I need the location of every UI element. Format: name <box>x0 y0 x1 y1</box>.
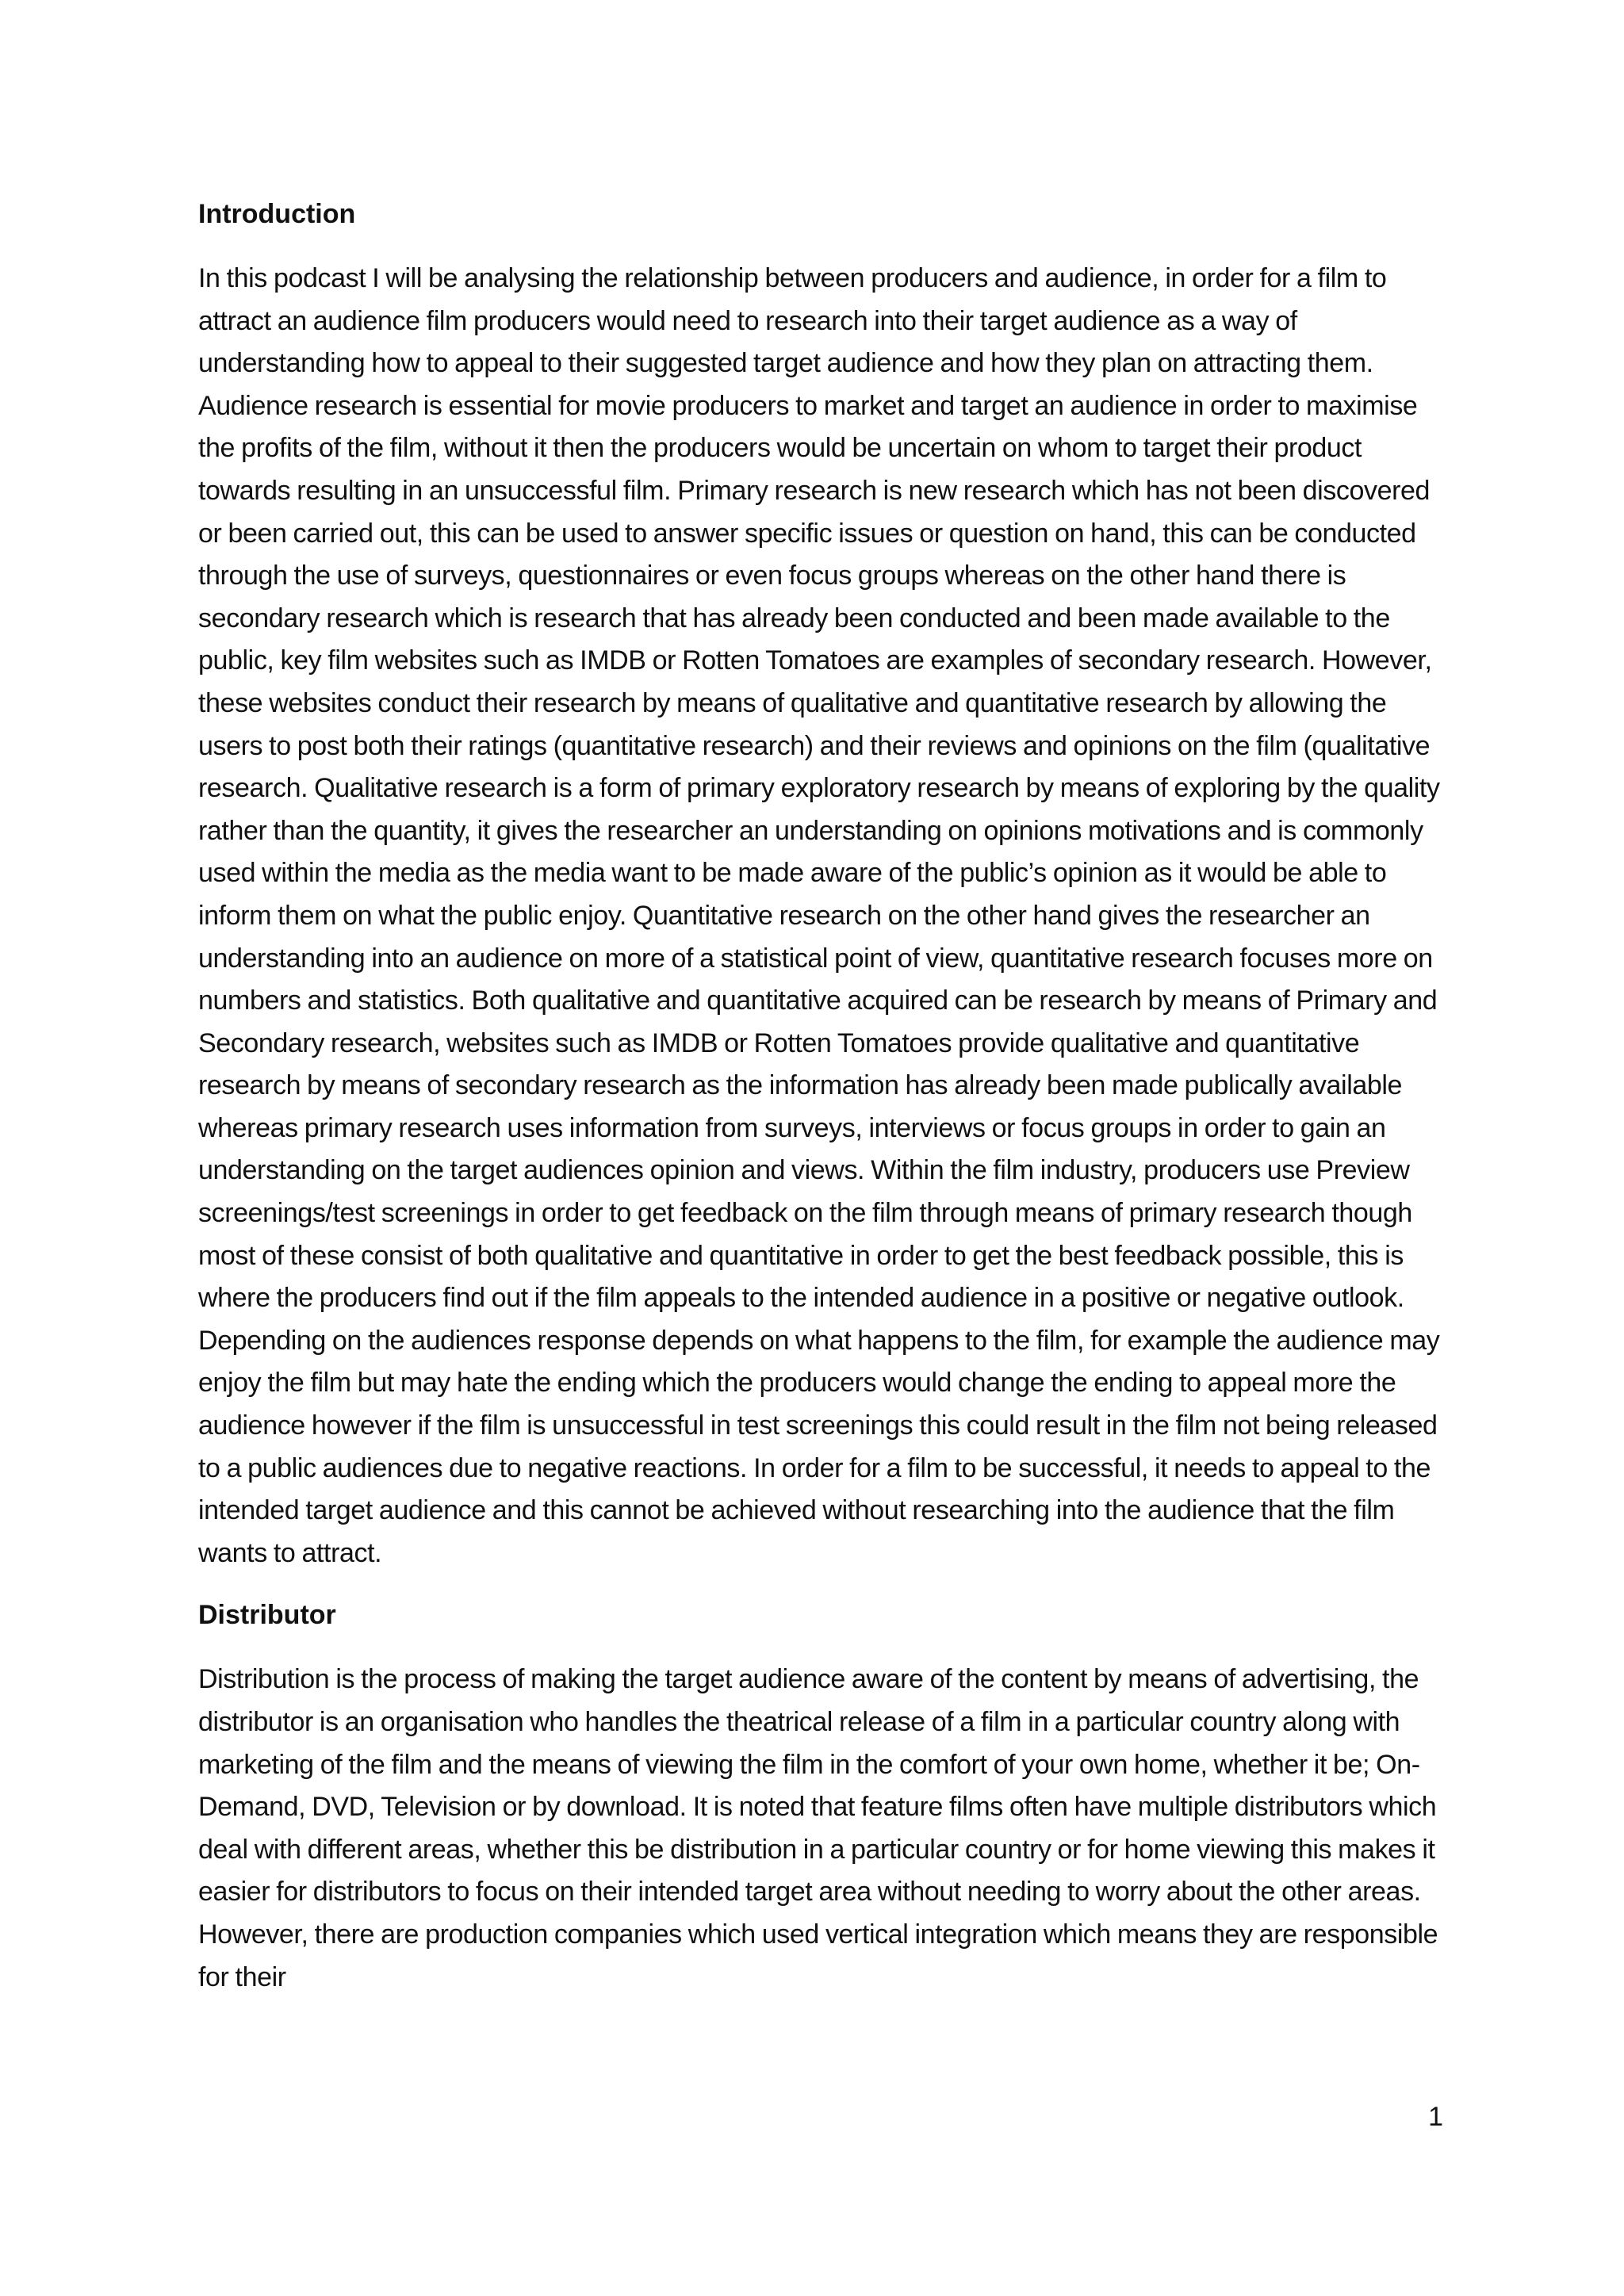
introduction-paragraph: In this podcast I will be analysing the relationship between producers and audience, in order for a film to attract an audience film producers would need to research into their target audience as a way of understanding how to appeal to their suggested target audience and how they plan on attracting them. Audience research is essential for movie producers to market and target an audience in order to maximise the profits of the film, without it then the producers would be uncertain on whom to target their product towards resulting in an unsuccessful film. Primary research is new research which has not been discovered or been carried out, this can be used to answer specific issues or question on hand, this can be conducted through the use of surveys, questionnaires or even focus groups whereas on the other hand there is secondary research which is research that has already been conducted and been made available to the public, key film websites such as IMDB or Rotten Tomatoes are examples of secondary research. However, these websites conduct their research by means of qualitative and quantitative research by allowing the users to post both their ratings (quantitative research) and their reviews and opinions on the film (qualitative research. Qualitative research is a form of primary exploratory research by means of exploring by the quality rather than the quantity, it gives the researcher an understanding on opinions motivations and is commonly used within the media as the media want to be made aware of the public’s opinion as it would be able to inform them on what the public enjoy. Quantitative research on the other hand gives the researcher an understanding into an audience on more of a statistical point of view, quantitative research focuses more on numbers and statistics. Both qualitative and quantitative acquired can be research by means of Primary and Secondary research, websites such as IMDB or Rotten Tomatoes provide qualitative and quantitative research by means of secondary research as the information has already been made publically available whereas primary research uses information from surveys, interviews or focus groups in order to gain an understanding on the target audiences opinion and views. Within the film industry, producers use Preview screenings/test screenings in order to get feedback on the film through means of primary research though most of these consist of both qualitative and quantitative in order to get the best feedback possible, this is where the producers find out if the film appeals to the intended audience in a positive or negative outlook. Depending on the audiences response depends on what happens to the film, for example the audience may enjoy the film but may hate the ending which the producers would change the ending to appeal more the audience however if the film is unsuccessful in test screenings this could result in the film not being released to a public audiences due to negative reactions. In order for a film to be successful, it needs to appeal to the intended target audience and this cannot be achieved without researching into the audience that the film wants to attract. <box>198 263 1440 1568</box>
section-heading-introduction: Introduction <box>198 199 356 229</box>
section-heading-distributor: Distributor <box>198 1600 336 1631</box>
page-number: 1 <box>1428 2102 1443 2132</box>
document-body <box>198 193 1445 2018</box>
distributor-paragraph: Distribution is the process of making the target audience aware of the content by means of advertising, the distributor is an organisation who handles the theatrical release of a film in a particular country along with marketing of the film and the means of viewing the film in the comfort of your own home, whether it be; On-Demand, DVD, Television or by download. It is noted that feature films often have multiple distributors which deal with different areas, whether this be distribution in a particular country or for home viewing this makes it easier for distributors to focus on their intended target area without needing to worry about the other areas. However, there are production companies which used vertical integration which means they are responsible for their <box>198 1664 1438 1992</box>
